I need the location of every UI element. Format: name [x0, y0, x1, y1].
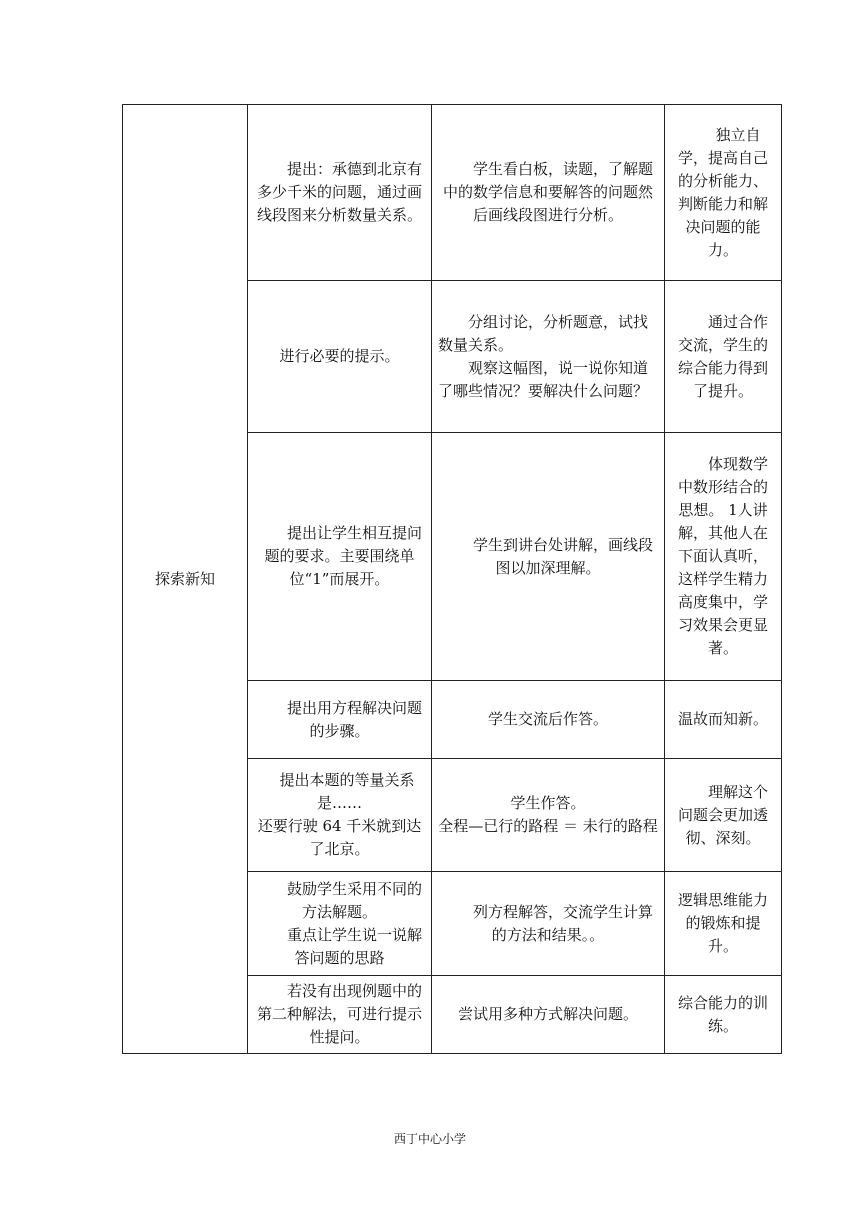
student-activity-text: 学生交流后作答。	[487, 710, 608, 728]
teacher-activity-text: 进行必要的提示。	[279, 347, 400, 365]
student-activity-text: 分组讨论，分析题意，试找数量关系。	[438, 312, 649, 354]
teacher-activity-cell	[248, 872, 432, 976]
student-activity-cell	[432, 872, 665, 976]
teacher-activity-cell	[248, 433, 432, 681]
teacher-activity-text: 还要行驶 64 千米就到达了北京。	[257, 817, 422, 858]
stage-label: 探索新知	[154, 569, 215, 588]
teacher-activity-cell	[248, 281, 432, 433]
teacher-activity-cell	[248, 681, 432, 759]
design-intent-text: 综合能力的训练。	[677, 993, 768, 1035]
student-activity-cell	[432, 681, 665, 759]
design-intent-text: 温故而知新。	[677, 710, 768, 728]
student-activity-text: 学生到讲台处讲解，画线段图以加深理解。	[472, 535, 653, 577]
lesson-plan-table	[122, 104, 782, 1054]
design-intent-cell	[665, 759, 782, 872]
teacher-activity-cell	[248, 976, 432, 1054]
student-activity-text: 学生作答。	[510, 794, 586, 812]
design-intent-text: 理解这个问题会更加透彻、深刻。	[677, 782, 768, 847]
student-activity-text: 尝试用多种方式解决问题。	[457, 1005, 638, 1023]
teacher-activity-cell	[248, 759, 432, 872]
student-activity-text: 全程—已行的路程 ＝ 未行的路程	[438, 817, 658, 835]
teacher-activity-cell	[248, 105, 432, 281]
design-intent-cell	[665, 976, 782, 1054]
stage-cell	[123, 105, 248, 1054]
teacher-activity-text: 提出让学生相互提问题的要求。主要围绕单位“1”而展开。	[264, 524, 422, 588]
design-intent-cell	[665, 105, 782, 281]
design-intent-text: 独立自学，提高自己的分析能力、判断能力和解决问题的能力。	[677, 125, 768, 259]
design-intent-cell	[665, 433, 782, 681]
teacher-activity-text: 提出用方程解决问题的步骤。	[286, 698, 422, 740]
student-activity-text: 学生看白板，读题，了解题中的数学信息和要解答的问题然后画线段图进行分析。	[442, 160, 653, 224]
student-activity-text: 观察这幅图，说一说你知道了哪些情况？要解决什么问题？	[438, 358, 649, 400]
student-activity-text: 列方程解答，交流学生计算的方法和结果。。	[472, 902, 653, 944]
design-intent-cell	[665, 872, 782, 976]
teacher-activity-text: 提出：承德到北京有多少千米的问题，通过画线段图来分析数量关系。	[256, 160, 422, 224]
teacher-activity-text: 重点让学生说一说解答问题的思路	[286, 925, 422, 967]
teacher-activity-text: 提出本题的等量关系是……	[279, 771, 415, 812]
design-intent-text: 通过合作交流，学生的综合能力得到了提升。	[677, 312, 768, 400]
student-activity-cell	[432, 759, 665, 872]
design-intent-cell	[665, 681, 782, 759]
design-intent-cell	[665, 281, 782, 433]
design-intent-text: 逻辑思维能力的锻炼和提升。	[677, 891, 768, 955]
student-activity-cell	[432, 976, 665, 1054]
student-activity-cell	[432, 433, 665, 681]
student-activity-cell	[432, 281, 665, 433]
page-footer: 西丁中心小学	[393, 1132, 466, 1146]
student-activity-cell	[432, 105, 665, 281]
design-intent-text: 体现数学中数形结合的思想。 1人讲解，其他人在下面认真听，这样学生精力高度集中，学习效果会更显著。	[677, 455, 768, 657]
teacher-activity-text: 若没有出现例题中的第二种解法，可进行提示性提问。	[256, 982, 422, 1046]
table-row	[123, 105, 782, 281]
teacher-activity-text: 鼓励学生采用不同的方法解题。	[286, 879, 422, 921]
